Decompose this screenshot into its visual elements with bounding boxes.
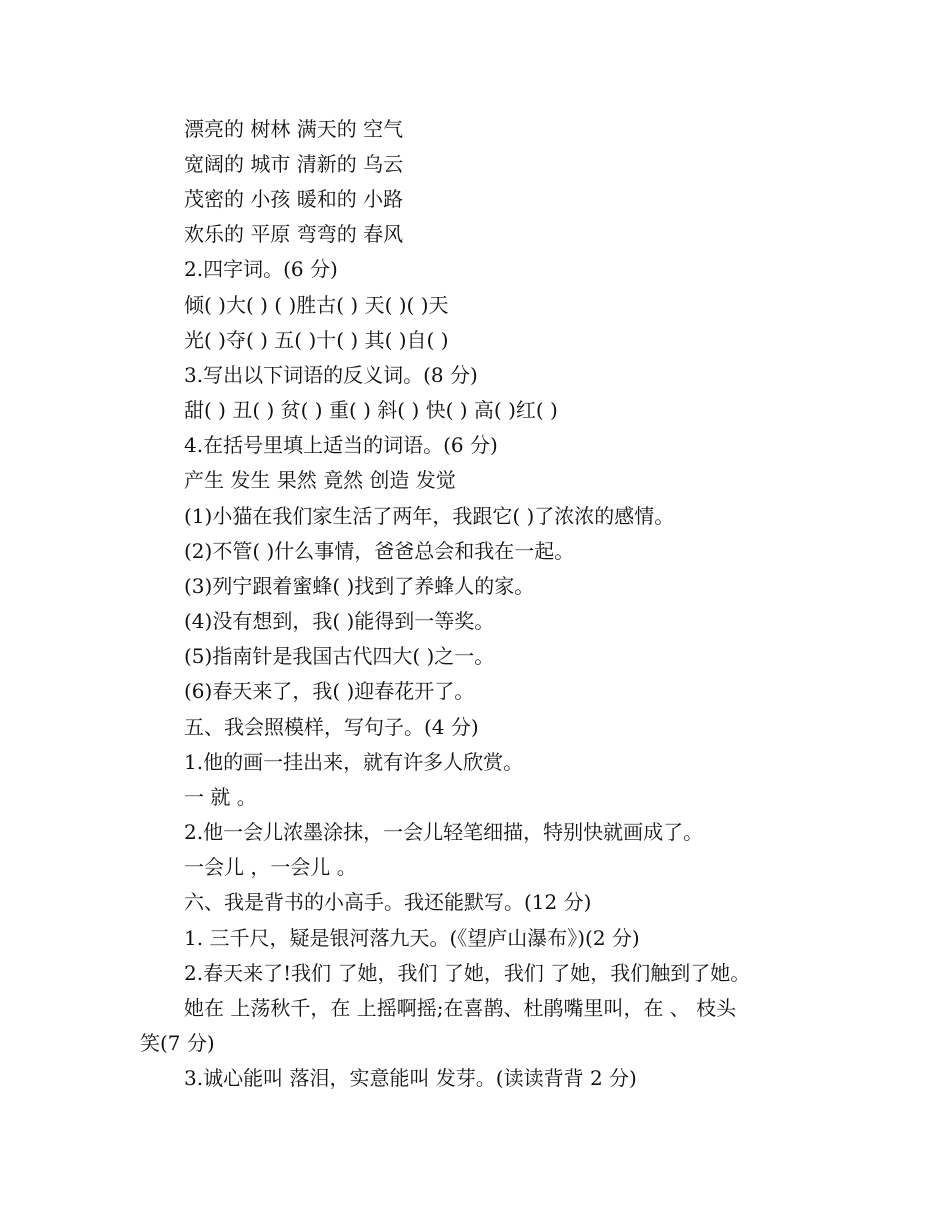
four-char-words-row-1: 倾( )大( ) ( )胜古( ) 天( )( )天	[184, 293, 449, 317]
pattern-blank-1: 一 就 。	[184, 785, 257, 809]
fill-sentence-3: (3)列宁跟着蜜蜂( )找到了养蜂人的家。	[184, 574, 535, 598]
word-match-row-4: 欢乐的 平原 弯弯的 春风	[184, 222, 404, 246]
four-char-words-row-2: 光( )夺( ) 五( )十( ) 其( )自( )	[184, 328, 449, 352]
fill-sentence-2: (2)不管( )什么事情，爸爸总会和我在一起。	[184, 539, 575, 563]
fill-sentence-1: (1)小猫在我们家生活了两年，我跟它( )了浓浓的感情。	[184, 504, 675, 528]
section-heading-recitation: 六、我是背书的小高手。我还能默写。(12 分)	[184, 890, 592, 914]
antonyms-row: 甜( ) 丑( ) 贫( ) 重( ) 斜( ) 快( ) 高( )红( )	[184, 398, 558, 422]
fill-sentence-6: (6)春天来了，我( )迎春花开了。	[184, 679, 475, 703]
fill-sentence-5: (5)指南针是我国古代四大( )之一。	[184, 644, 495, 668]
pattern-blank-2: 一会儿 ，一会儿 。	[184, 855, 357, 879]
recitation-item-2: 2.春天来了!我们 了她，我们 了她，我们 了她，我们触到了她。	[184, 961, 751, 985]
section-heading-sentence-patterns: 五、我会照模样，写句子。(4 分)	[184, 715, 479, 739]
word-match-row-2: 宽阔的 城市 清新的 乌云	[184, 152, 404, 176]
recitation-item-2-end: 笑(7 分)	[140, 1031, 215, 1055]
pattern-example-2: 2.他一会儿浓墨涂抹，一会儿轻笔细描，特别快就画成了。	[184, 820, 704, 844]
section-heading-fill-words: 4.在括号里填上适当的词语。(6 分)	[184, 433, 498, 457]
word-match-row-3: 茂密的 小孩 暖和的 小路	[184, 187, 404, 211]
section-heading-four-char-words: 2.四字词。(6 分)	[184, 257, 338, 281]
word-match-row-1: 漂亮的 树林 满天的 空气	[184, 117, 404, 141]
recitation-item-2-cont: 她在 上荡秋千，在 上摇啊摇;在喜鹊、杜鹃嘴里叫，在 、 枝头	[184, 996, 737, 1020]
pattern-example-1: 1.他的画一挂出来，就有许多人欣赏。	[184, 750, 524, 774]
section-heading-antonyms: 3.写出以下词语的反义词。(8 分)	[184, 363, 478, 387]
word-bank: 产生 发生 果然 竟然 创造 发觉	[184, 468, 456, 492]
fill-sentence-4: (4)没有想到，我( )能得到一等奖。	[184, 609, 495, 633]
recitation-item-3: 3.诚心能叫 落泪，实意能叫 发芽。(读读背背 2 分)	[184, 1066, 637, 1090]
recitation-item-1: 1. 三千尺，疑是银河落九天。(《望庐山瀑布》)(2 分)	[184, 926, 640, 950]
